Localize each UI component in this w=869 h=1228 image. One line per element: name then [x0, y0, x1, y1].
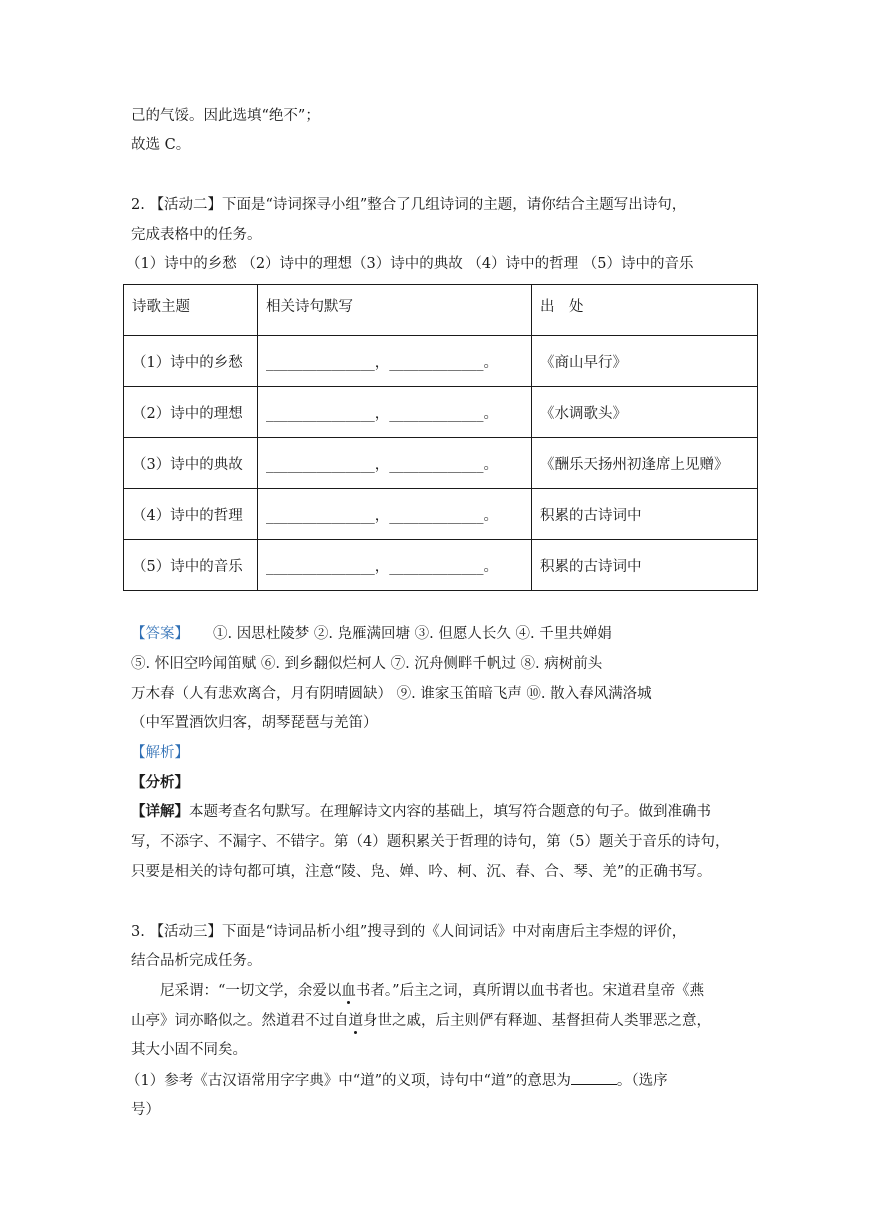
- detail-tag: 【详解】: [131, 803, 189, 820]
- row-theme: （3）诗中的典故: [124, 438, 258, 489]
- row-source: 积累的古诗词中: [532, 540, 758, 591]
- table-header-row: [124, 285, 758, 336]
- row-source: 《酬乐天扬州初逢席上见赠》: [532, 438, 758, 489]
- quote-line-3: 其大小固不同矣。: [131, 1042, 247, 1058]
- answer-line-2: ⑤. 怀旧空吟闻笛赋 ⑥. 到乡翻似烂柯人 ⑦. 沉舟侧畔千帆过 ⑧. 病树前头: [131, 656, 603, 672]
- row-blank[interactable]: _______________，_____________。: [258, 489, 532, 540]
- detail-line-3: 只要是相关的诗句都可填，注意“陵、凫、婵、吟、柯、沉、春、合、琴、羌”的正确书写。: [131, 864, 712, 880]
- quote-text: 尼采谓：“一切文学，余爱以: [160, 983, 342, 999]
- row-theme: （4）诗中的哲理: [124, 489, 258, 540]
- quote-text: 山亭》词亦略似之。然道君不过自: [131, 1013, 349, 1029]
- q2-stem-line-1: 2. 【活动二】下面是“诗词探寻小组”整合了几组诗词的主题，请你结合主题写出诗句，: [131, 197, 687, 213]
- intro-line-1: 己的气馁。因此选填“绝不”；: [131, 108, 320, 124]
- row-theme: （5）诗中的音乐: [124, 540, 258, 591]
- table-row: [124, 489, 758, 540]
- row-theme: （1）诗中的乡愁: [124, 336, 258, 387]
- analysis-tag: 【解析】: [131, 745, 189, 761]
- header-source: 出 处: [532, 285, 758, 336]
- sub1-text: （1）参考《古汉语常用字字典》中“道”的义项，诗句中“道”的意思为: [126, 1073, 571, 1089]
- table-row: [124, 540, 758, 591]
- quote-line-1: [160, 981, 704, 1001]
- detail-text-1: 本题考查名句默写。在理解诗文内容的基础上，填写符合题意的句子。做到准确书: [189, 804, 711, 820]
- detail-line-1: [131, 802, 711, 822]
- header-lines: 相关诗句默写: [258, 285, 532, 336]
- header-theme: 诗歌主题: [124, 285, 258, 336]
- row-theme: （2）诗中的理想: [124, 387, 258, 438]
- sub1-text: 。（选序: [616, 1073, 668, 1089]
- table-row: [124, 336, 758, 387]
- q2-themes-line: （1）诗中的乡愁 （2）诗中的理想（3）诗中的典故 （4）诗中的哲理 （5）诗中的音乐: [126, 256, 694, 272]
- dotted-char-xue: 血: [341, 983, 356, 999]
- q3-stem-line-2: 结合品析完成任务。: [131, 953, 262, 969]
- row-source: 积累的古诗词中: [532, 489, 758, 540]
- answer-text-1: ①. 因思杜陵梦 ②. 凫雁满回塘 ③. 但愿人长久 ④. 千里共婵娟: [213, 626, 612, 642]
- q3-sub1-line: [126, 1070, 668, 1091]
- dotted-char-dao: 道: [348, 1013, 363, 1029]
- quote-text: 书者。”后主之词，真所谓以血书者也。宋道君皇帝《燕: [355, 983, 705, 999]
- q3-sub1-line-2: 号）: [131, 1102, 160, 1118]
- q3-stem-line-1: 3. 【活动三】下面是“诗词品析小组”搜寻到的《人间词话》中对南唐后主李煜的评价，: [131, 924, 687, 940]
- answer-line-3: 万木春（人有悲欢离合，月有阴晴圆缺） ⑨. 谁家玉笛暗飞声 ⑩. 散入春风满洛城: [131, 686, 652, 702]
- row-blank[interactable]: _______________，_____________。: [258, 336, 532, 387]
- row-blank[interactable]: _______________，_____________。: [258, 540, 532, 591]
- row-blank[interactable]: _______________，_____________。: [258, 387, 532, 438]
- fenxi-tag: 【分析】: [131, 774, 189, 791]
- answer-line-4: （中军置酒饮归客，胡琴琵琶与羌笛）: [131, 715, 378, 731]
- answer-blank[interactable]: [571, 1070, 617, 1085]
- poem-table: [123, 284, 758, 591]
- answer-tag: 【答案】: [131, 626, 189, 642]
- detail-line-2: 写，不添字、不漏字、不错字。第（4）题积累关于哲理的诗句，第（5）题关于音乐的诗句，: [131, 834, 730, 850]
- table-row: [124, 387, 758, 438]
- intro-line-2: 故选 C。: [131, 137, 191, 153]
- q2-stem-line-2: 完成表格中的任务。: [131, 227, 262, 243]
- row-source: 《水调歌头》: [532, 387, 758, 438]
- row-source: 《商山早行》: [532, 336, 758, 387]
- answer-line-1: [131, 624, 612, 644]
- row-blank[interactable]: _______________，_____________。: [258, 438, 532, 489]
- quote-line-2: [131, 1011, 711, 1031]
- table-row: [124, 438, 758, 489]
- quote-text: 身世之戚，后主则俨有释迦、基督担荷人类罪恶之意，: [363, 1013, 711, 1029]
